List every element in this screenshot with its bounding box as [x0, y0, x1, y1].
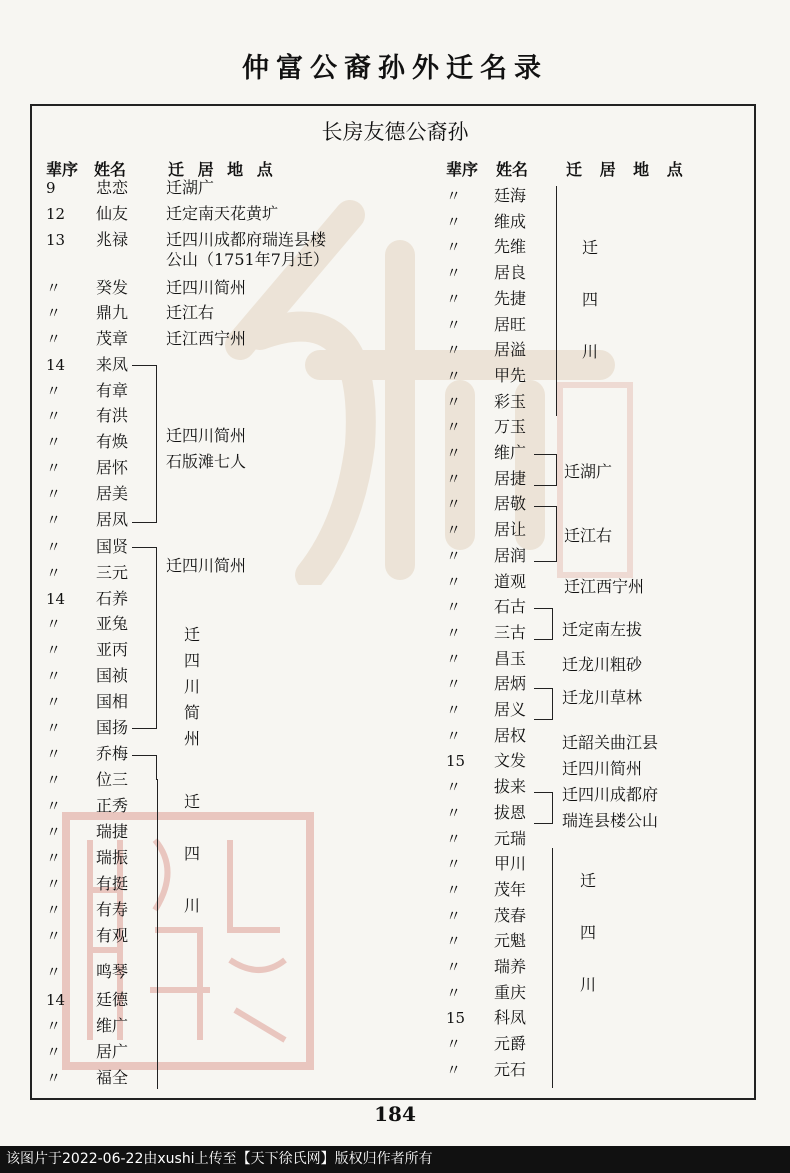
row-name: 居润 — [494, 545, 527, 565]
right-group-note: 迁四川简州 — [562, 759, 643, 778]
row-name: 茂年 — [494, 879, 527, 899]
row-seq: 〃 — [446, 726, 462, 745]
row-location: 迁江右 — [166, 303, 215, 322]
right-group-note: 迁江西宁州 — [564, 577, 645, 596]
row-name: 居旺 — [494, 314, 527, 334]
row-name: 国祯 — [96, 666, 129, 685]
row-seq: 〃 — [46, 279, 62, 297]
row-seq: 〃 — [46, 963, 62, 981]
left-group-note: 迁四川简州 — [166, 426, 247, 445]
row-seq: 〃 — [446, 264, 462, 283]
bracket-line — [556, 186, 557, 416]
row-seq: 〃 — [46, 641, 62, 659]
row-name: 鼎九 — [96, 303, 129, 322]
row-seq: 〃 — [446, 803, 462, 822]
header-name-right: 姓名 — [496, 160, 529, 179]
row-name: 先捷 — [494, 288, 527, 308]
right-group-note: 迁龙川粗砂 — [562, 655, 643, 674]
bracket — [534, 454, 557, 486]
row-seq: 〃 — [46, 382, 62, 400]
row-seq: 〃 — [46, 433, 62, 451]
row-seq: 〃 — [446, 598, 462, 617]
row-seq: 〃 — [446, 1035, 462, 1054]
row-name: 亚丙 — [96, 640, 129, 659]
row-seq: 9 — [46, 179, 56, 197]
row-seq: 〃 — [446, 880, 462, 899]
left-group-vertical-note: 迁 四 川 简 州 — [183, 625, 200, 748]
row-seq: 14 — [46, 590, 66, 608]
row-seq: 〃 — [446, 958, 462, 976]
row-name: 拔来 — [494, 777, 527, 797]
row-name: 元爵 — [494, 1034, 527, 1054]
row-name: 科凤 — [494, 1008, 527, 1028]
row-seq: 14 — [46, 356, 66, 374]
right-group-note: 迁江右 — [564, 526, 613, 545]
row-seq: 〃 — [46, 875, 62, 893]
row-name: 居敬 — [494, 494, 527, 514]
row-name: 廷德 — [96, 990, 129, 1009]
row-seq: 〃 — [446, 521, 462, 540]
row-seq: 〃 — [446, 341, 462, 360]
row-seq: 〃 — [446, 623, 462, 642]
row-name: 居权 — [494, 725, 527, 745]
row-name: 瑞振 — [96, 848, 129, 867]
row-name: 有观 — [96, 926, 129, 945]
row-seq: 〃 — [46, 823, 62, 841]
row-seq: 〃 — [446, 932, 462, 951]
row-name: 福全 — [96, 1068, 129, 1087]
row-seq: 〃 — [46, 1069, 62, 1087]
row-seq: 〃 — [446, 366, 462, 385]
row-seq: 〃 — [446, 289, 462, 308]
row-name: 拔恩 — [494, 802, 527, 822]
row-location: 迁湖广 — [166, 178, 215, 197]
row-name: 元魁 — [494, 931, 527, 951]
row-seq: 〃 — [446, 444, 462, 462]
row-name: 瑞养 — [494, 957, 527, 976]
row-seq: 〃 — [46, 330, 62, 348]
row-name: 居良 — [494, 263, 527, 283]
row-name: 茂章 — [96, 329, 129, 348]
row-seq: 〃 — [46, 1017, 62, 1035]
header-loc-right: 迁 居 地 点 — [566, 160, 689, 179]
header-seq-right: 辈序 — [446, 160, 479, 179]
right-vertical-char: 迁 — [579, 871, 596, 890]
row-name: 石养 — [96, 589, 129, 608]
row-location: 公山（1751年7月迁） — [166, 250, 329, 269]
row-name: 忠恋 — [96, 178, 129, 197]
row-seq: 〃 — [46, 485, 62, 503]
row-seq: 〃 — [446, 649, 462, 668]
bracket-line — [552, 848, 553, 1088]
row-name: 三古 — [494, 622, 527, 642]
row-seq: 12 — [46, 205, 66, 223]
row-location: 迁江西宁州 — [166, 329, 247, 348]
row-seq: 〃 — [446, 392, 462, 411]
row-seq: 〃 — [446, 675, 462, 694]
row-name: 位三 — [96, 770, 129, 789]
row-name: 三元 — [96, 563, 129, 582]
right-group-note: 迁定南左拔 — [562, 620, 643, 639]
footer-caption: 该图片于2022-06-22由xushi上传至【天下徐氏网】版权归作者所有 — [0, 1146, 790, 1173]
header-seq-left: 辈序 — [46, 160, 79, 179]
row-location: 迁四川简州 — [166, 278, 247, 297]
row-seq: 〃 — [446, 701, 462, 719]
row-name: 兆禄 — [96, 230, 129, 249]
row-name: 国贤 — [96, 537, 129, 556]
row-name: 居炳 — [494, 674, 527, 694]
bracket — [534, 506, 557, 562]
row-seq: 〃 — [46, 615, 62, 633]
row-name: 道观 — [494, 571, 527, 591]
row-name: 维成 — [494, 211, 527, 231]
row-name: 甲川 — [494, 854, 527, 874]
row-seq: 〃 — [46, 667, 62, 685]
row-seq: 〃 — [46, 719, 62, 737]
row-seq: 〃 — [46, 511, 62, 529]
row-name: 有洪 — [96, 406, 129, 425]
row-name: 癸发 — [96, 278, 129, 297]
row-name: 国相 — [96, 692, 129, 711]
left-group-vertical-note: 迁 四 川 — [183, 792, 200, 915]
page-title: 仲富公裔孙外迁名录 — [242, 53, 548, 84]
row-name: 来凤 — [96, 355, 129, 374]
row-name: 甲先 — [494, 365, 527, 385]
left-group-note: 迁四川简州 — [166, 556, 247, 575]
row-seq: 〃 — [446, 469, 462, 488]
row-name: 彩玉 — [494, 391, 527, 411]
row-seq: 〃 — [446, 829, 462, 848]
row-name: 居捷 — [494, 468, 527, 488]
row-seq: 〃 — [446, 187, 462, 205]
row-name: 廷海 — [494, 186, 527, 205]
row-name: 仙友 — [96, 204, 129, 223]
row-name: 昌玉 — [494, 648, 527, 668]
row-seq: 〃 — [446, 778, 462, 797]
right-vertical-char: 四 — [581, 290, 598, 309]
row-name: 有寿 — [96, 900, 129, 919]
right-vertical-char: 川 — [581, 342, 598, 361]
row-name: 先维 — [494, 237, 527, 257]
row-seq: 15 — [446, 1009, 466, 1028]
row-name: 元瑞 — [494, 828, 527, 848]
row-name: 维广 — [96, 1016, 129, 1035]
row-seq: 〃 — [446, 315, 462, 334]
row-name: 维广 — [494, 443, 527, 462]
row-name: 有章 — [96, 381, 129, 400]
right-vertical-char: 迁 — [581, 238, 598, 257]
row-name: 瑞捷 — [96, 822, 129, 841]
row-seq: 14 — [46, 991, 66, 1009]
row-seq: 〃 — [446, 1060, 462, 1079]
row-seq: 〃 — [446, 906, 462, 925]
bracket — [534, 688, 553, 720]
row-seq: 〃 — [46, 745, 62, 763]
left-group-note: 石版滩七人 — [166, 452, 247, 471]
page-number: 184 — [374, 1102, 416, 1126]
right-vertical-char: 四 — [579, 923, 596, 942]
bracket — [132, 365, 157, 523]
right-group-note: 迁四川成都府 — [562, 785, 659, 804]
row-seq: 〃 — [46, 849, 62, 867]
row-name: 有焕 — [96, 432, 129, 451]
row-seq: 〃 — [46, 1043, 62, 1061]
row-seq: 〃 — [446, 572, 462, 591]
row-seq: 〃 — [46, 693, 62, 711]
row-seq: 〃 — [46, 797, 62, 815]
row-seq: 〃 — [46, 771, 62, 789]
row-seq: 〃 — [46, 927, 62, 945]
header-loc-left: 迁 居 地 点 — [168, 160, 277, 179]
bracket — [534, 608, 553, 640]
row-name: 重庆 — [494, 982, 527, 1002]
header-name-left: 姓名 — [94, 160, 127, 179]
right-group-note: 迁龙川草林 — [562, 688, 643, 707]
row-name: 居凤 — [96, 510, 129, 529]
row-seq: 〃 — [46, 538, 62, 556]
bracket-line — [157, 779, 158, 1089]
row-location: 迁定南天花黄圹 — [166, 204, 279, 223]
row-seq: 〃 — [46, 304, 62, 322]
section-subtitle: 长房友德公裔孙 — [321, 120, 469, 144]
row-name: 石古 — [494, 597, 527, 617]
row-name: 居溢 — [494, 340, 527, 360]
row-name: 居广 — [96, 1042, 129, 1061]
row-name: 居让 — [494, 520, 527, 540]
row-name: 万玉 — [494, 417, 527, 437]
row-location: 迁四川成都府瑞连县楼 — [166, 230, 327, 249]
row-seq: 〃 — [446, 212, 462, 231]
row-seq: 15 — [446, 752, 466, 771]
row-name: 乔梅 — [96, 744, 129, 763]
row-name: 居怀 — [96, 458, 129, 477]
row-seq: 〃 — [446, 418, 462, 437]
row-name: 国扬 — [96, 718, 129, 737]
bracket — [534, 792, 553, 824]
row-seq: 〃 — [446, 983, 462, 1002]
row-name: 鸣琴 — [96, 962, 129, 981]
row-name: 亚兔 — [96, 614, 129, 633]
right-group-note: 迁韶关曲江县 — [562, 733, 659, 752]
row-seq: 〃 — [446, 238, 462, 257]
row-name: 元石 — [494, 1059, 527, 1079]
row-seq: 〃 — [46, 459, 62, 477]
row-name: 有挺 — [96, 874, 129, 893]
row-name: 居义 — [494, 700, 527, 719]
row-name: 居美 — [96, 484, 129, 503]
right-vertical-char: 川 — [579, 975, 596, 994]
row-name: 文发 — [494, 751, 527, 771]
row-seq: 13 — [46, 231, 66, 249]
row-seq: 〃 — [446, 546, 462, 565]
row-name: 正秀 — [96, 796, 129, 815]
row-seq: 〃 — [46, 901, 62, 919]
bracket — [132, 755, 157, 780]
bracket — [132, 547, 157, 729]
row-seq: 〃 — [46, 564, 62, 582]
row-name: 茂春 — [494, 905, 527, 925]
row-seq: 〃 — [446, 855, 462, 874]
right-group-note: 瑞连县楼公山 — [562, 811, 659, 830]
right-group-note: 迁湖广 — [564, 462, 613, 481]
row-seq: 〃 — [46, 407, 62, 425]
row-seq: 〃 — [446, 495, 462, 514]
